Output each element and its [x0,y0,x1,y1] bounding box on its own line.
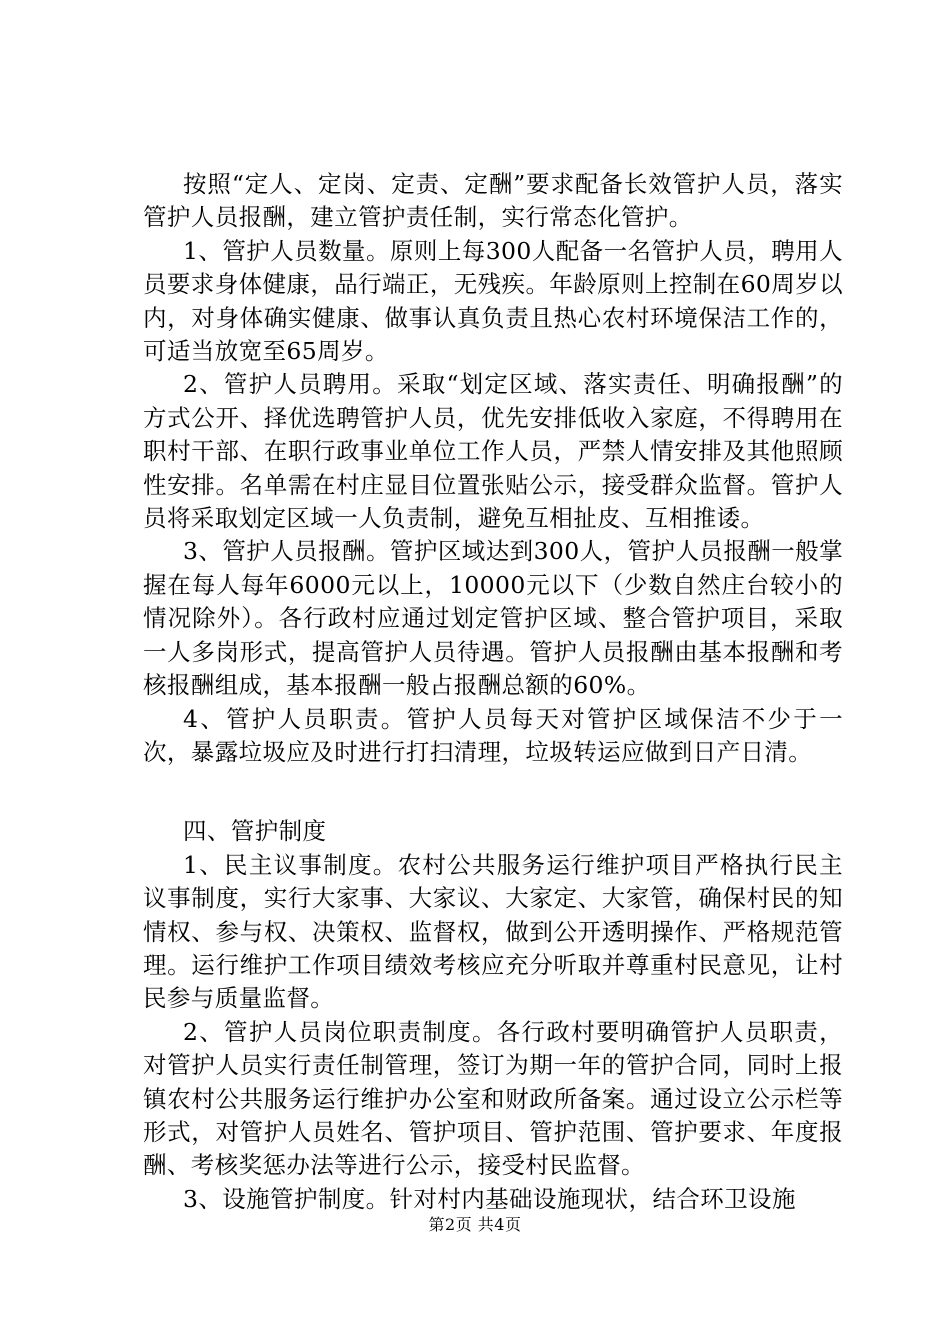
section-heading: 四、管护制度 [183,817,327,846]
paragraph: 2、管护人员聘用。采取“划定区域、落实责任、明确报酬”的方式公开、择优选聘管护人员，优先安排低收入家庭，不得聘用在职村干部、在职行政事业单位工作人员，严禁人情安排及其他照顾性安排。名单需在村庄显目位置张贴公示，接受群众监督。管护人员将采取划定区域一人负责制，避免互相扯皮、互相推诿。 [143,370,843,533]
paragraph: 4、管护人员职责。管护人员每天对管护区域保洁不少于一次，暴露垃圾应及时进行打扫清理，垃圾转运应做到日产日清。 [143,704,843,766]
document-body [143,168,843,1216]
paragraph: 1、管护人员数量。原则上每300人配备一名管护人员，聘用人员要求身体健康，品行端正，无残疾。年龄原则上控制在60周岁以内，对身体确实健康、做事认真负责且热心农村环境保洁工作的，可适当放宽至65周岁。 [143,236,843,366]
paragraph: 按照“定人、定岗、定责、定酬”要求配备长效管护人员，落实管护人员报酬，建立管护责任制，实行常态化管护。 [143,170,843,232]
paragraph: 3、管护人员报酬。管护区域达到300人，管护人员报酬一般掌握在每人每年6000元以上，10000元以下（少数自然庄台较小的情况除外）。各行政村应通过划定管护区域、整合管护项目，采取一人多岗形式，提高管护人员待遇。管护人员报酬由基本报酬和考核报酬组成，基本报酬一般占报酬总额的60%。 [143,537,843,700]
page-number-footer: 第2页 共4页 [428,1215,522,1234]
paragraph: 1、民主议事制度。农村公共服务运行维护项目严格执行民主议事制度，实行大家事、大家议、大家定、大家管，确保村民的知情权、参与权、决策权、监督权，做到公开透明操作、严格规范管理。运行维护工作项目绩效考核应充分听取并尊重村民意见，让村民参与质量监督。 [143,850,843,1013]
paragraph: 3、设施管护制度。针对村内基础设施现状，结合环卫设施 [183,1184,796,1213]
paragraph: 2、管护人员岗位职责制度。各行政村要明确管护人员职责，对管护人员实行责任制管理，签订为期一年的管护合同，同时上报镇农村公共服务运行维护办公室和财政所备案。通过设立公示栏等形式，对管护人员姓名、管护项目、管护范围、管护要求、年度报酬、考核奖惩办法等进行公示，接受村民监督。 [143,1017,843,1180]
